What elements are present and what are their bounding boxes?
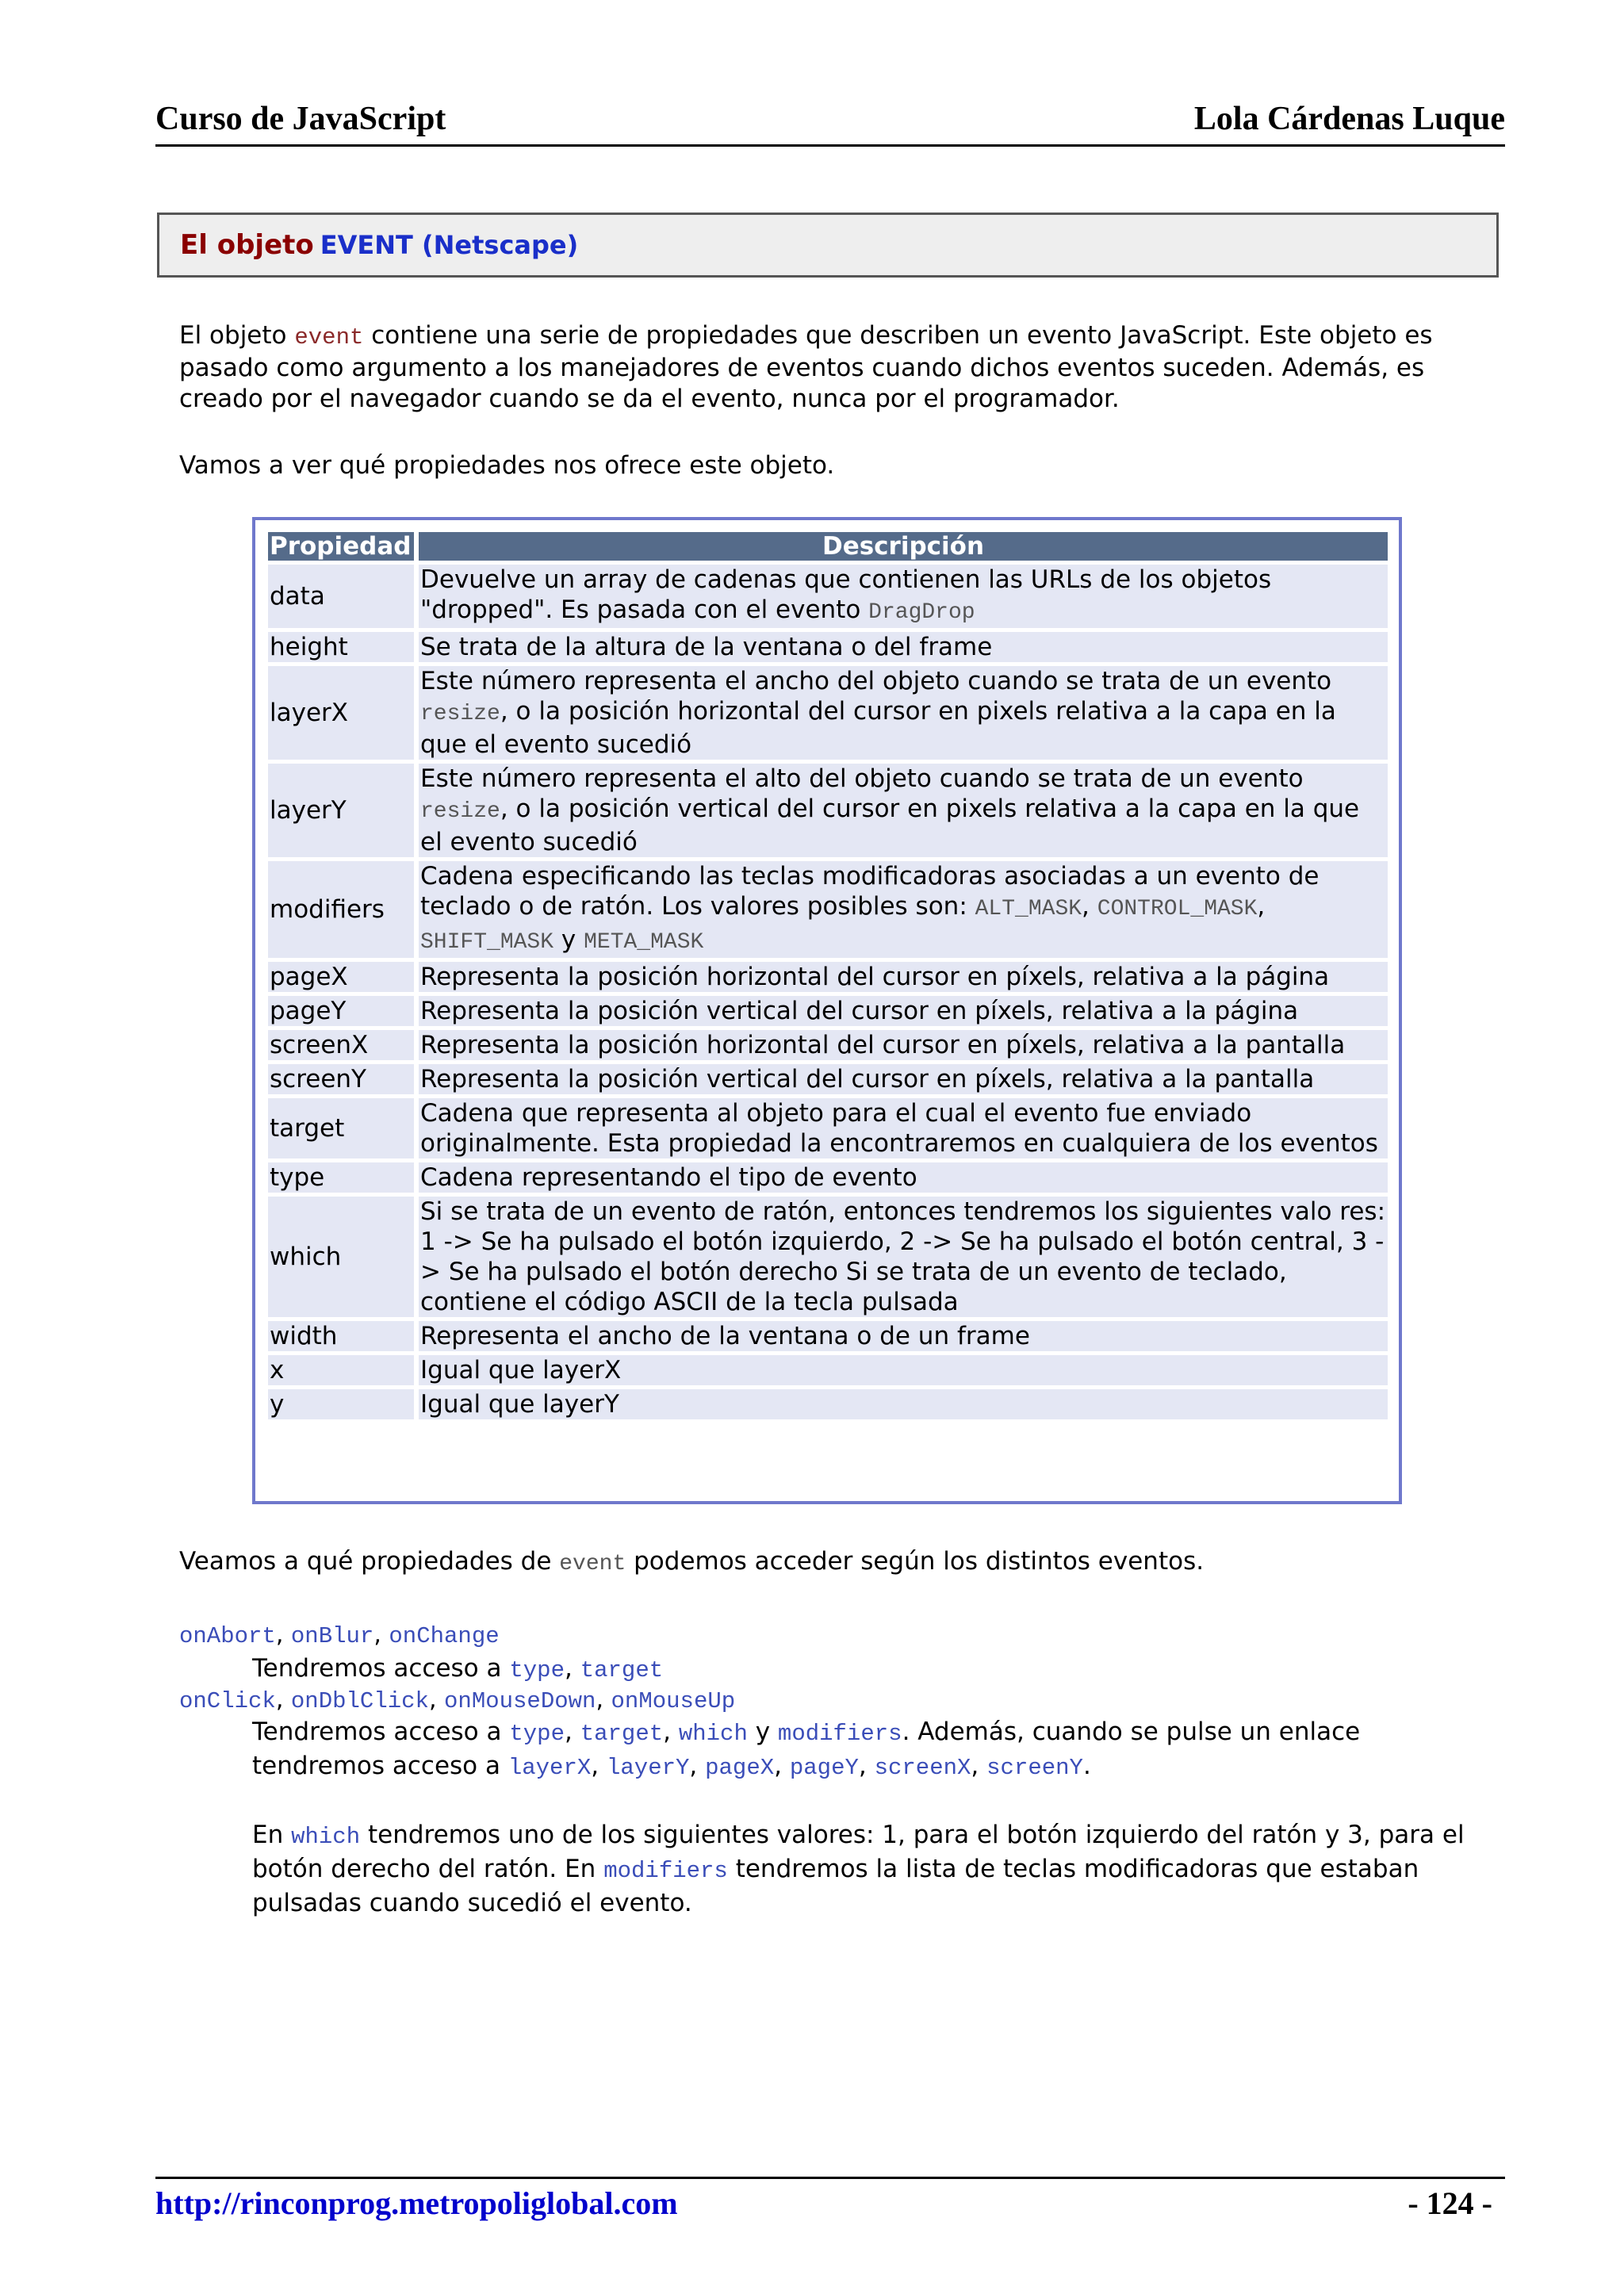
property-description-cell [419,1321,1388,1351]
section-title-main: El objeto [180,229,314,261]
properties-table [263,528,1392,1423]
event-desc-text: Tendremos acceso a [252,1718,510,1746]
property-code: target [580,1657,664,1683]
property-name-cell: x [268,1355,414,1385]
property-code: screenY [986,1755,1083,1781]
after-table-code-event: event [559,1552,626,1576]
property-code: which [678,1721,748,1747]
header-course-title: Curso de JavaScript [155,101,446,137]
table-row [268,861,1388,958]
description-code: DragDrop [868,600,975,625]
which-modifiers-paragraph [252,1819,1489,1919]
property-code: layerY [606,1755,690,1781]
property-description-cell [419,1098,1388,1158]
property-name-cell: width [268,1321,414,1351]
description-text: , o la posición vertical del cursor en pixels relativa a la capa en la que el evento sucedió [420,795,1360,856]
property-code: type [509,1657,565,1683]
property-name-cell: screenX [268,1030,414,1060]
after-table-text-b: podemos acceder según los distintos eventos. [626,1547,1205,1576]
property-description-cell [419,962,1388,992]
event-name: onDblClick [290,1688,429,1714]
property-name-cell: target [268,1098,414,1158]
after-table-paragraph [179,1546,1472,1580]
property-name-cell: layerY [268,764,414,857]
table-row [268,764,1388,857]
property-name-cell: screenY [268,1064,414,1094]
description-text: Representa la posición vertical del cursor en píxels, relativa a la pantalla [420,1065,1315,1093]
property-code: modifiers [777,1721,902,1747]
footer-link[interactable]: http://rinconprog.metropoliglobal.com [155,2185,678,2221]
table-header-row [268,532,1388,561]
event-desc-text: En [252,1821,292,1849]
description-code: CONTROL_MASK [1097,897,1258,921]
event-name: onAbort [179,1623,276,1649]
table-row [268,996,1388,1026]
description-text: Representa la posición horizontal del cursor en píxels, relativa a la página [420,963,1330,991]
property-description-cell [419,666,1388,760]
column-header-description: Descripción [419,532,1388,561]
property-code: pageY [789,1755,859,1781]
property-name-cell: height [268,632,414,662]
description-text: Cadena representando el tipo de evento [420,1163,917,1192]
event-desc-text: . Además, cuando se pulse un enlace tendremos acceso a [252,1718,1361,1780]
description-text: Representa la posición vertical del cursor en píxels, relativa a la página [420,997,1299,1025]
description-text: , [1257,892,1266,921]
event-group-2-names: onClick, onDblClick, onMouseDown, onMouseUp [179,1686,736,1714]
description-code: resize [420,799,500,824]
event-group-2-desc: Tendremos acceso a type, target, which y modifiers. Además, cuando se pulse un enlace tendremos acceso a layerX, layerY, pageX, pageY, screenX, screenY. [252,1718,1361,1781]
event-desc-text: Tendremos acceso a [252,1654,510,1683]
intro-paragraph [179,320,1472,415]
description-text: Cadena especificando las teclas modificadoras asociadas a un evento de teclado o de ratón. Los valores posibles son: [420,862,1320,921]
property-code: type [509,1721,565,1747]
table-row [268,1389,1388,1419]
description-text: Si se trata de un evento de ratón, entonces tendremos los siguientes valo res: 1 -> Se ha pulsado el botón izquierdo, 2 -> Se ha pulsado el botón central, 3 -> Se ha pulsado el botón derecho Si se trata de un evento de teclado, contiene el código ASCII de la tecla pulsada [420,1197,1386,1316]
table-row [268,1064,1388,1094]
property-name-cell: y [268,1389,414,1419]
description-text: Representa el ancho de la ventana o de un frame [420,1322,1030,1350]
property-description-cell [419,1197,1388,1317]
description-text: Devuelve un array de cadenas que contienen las URLs de los objetos "dropped". Es pasada con el evento [420,565,1272,624]
after-table-text-a: Veamos a qué propiedades de [179,1547,560,1576]
page-header [155,94,1505,147]
property-code: screenX [874,1755,971,1781]
event-desc-text: y [747,1718,778,1746]
table-body [268,565,1388,1419]
page-number: - 124 - [1408,2185,1492,2221]
description-text: Representa la posición horizontal del cursor en píxels, relativa a la pantalla [420,1031,1346,1059]
property-name-cell: pageY [268,996,414,1026]
description-text: Este número representa el ancho del objeto cuando se trata de un evento [420,667,1332,695]
description-text: Igual que layerY [420,1390,619,1419]
property-description-cell [419,565,1388,628]
header-author: Lola Cárdenas Luque [1193,101,1505,137]
intro-paragraph-2: Vamos a ver qué propiedades nos ofrece este objeto. [179,451,835,480]
property-code: target [580,1721,664,1747]
event-name: onMouseUp [611,1688,736,1714]
section-title-box [157,213,1499,278]
property-description-cell [419,861,1388,958]
property-name-cell: pageX [268,962,414,992]
table-row [268,1321,1388,1351]
table-row [268,1098,1388,1158]
intro-code-event: event [294,324,364,350]
table-row [268,1030,1388,1060]
property-name-cell: modifiers [268,861,414,958]
description-text: Igual que layerX [420,1356,622,1384]
table-row [268,962,1388,992]
event-name: onChange [389,1623,500,1649]
event-desc-text: . [1082,1752,1091,1780]
property-code: pageX [705,1755,775,1781]
description-text: Este número representa el alto del objeto cuando se trata de un evento [420,764,1304,793]
section-title-object: EVENT (Netscape) [320,230,579,260]
table-row [268,1355,1388,1385]
table-row [268,565,1388,628]
property-name-cell: type [268,1162,414,1193]
column-header-property: Propiedad [268,532,414,561]
description-code: ALT_MASK [975,897,1082,921]
property-description-cell [419,1064,1388,1094]
property-code: modifiers [603,1858,728,1884]
event-group-1-names: onAbort, onBlur, onChange [179,1621,500,1649]
description-text: Cadena que representa al objeto para el cual el evento fue enviado originalmente. Esta propiedad la encontraremos en cualquiera de los eventos [420,1099,1378,1158]
description-code: resize [420,702,500,726]
description-text: y [553,925,584,954]
property-code: layerX [508,1755,592,1781]
description-text: , [1082,892,1097,921]
page-footer [155,2177,1505,2227]
property-description-cell [419,1355,1388,1385]
property-name-cell: layerX [268,666,414,760]
description-code: SHIFT_MASK [420,930,554,955]
intro-text-a: El objeto [179,321,295,350]
event-name: onClick [179,1688,276,1714]
property-name-cell: which [268,1197,414,1317]
property-description-cell [419,996,1388,1026]
property-name-cell: data [268,565,414,628]
event-name: onBlur [290,1623,374,1649]
property-description-cell [419,764,1388,857]
description-code: META_MASK [584,930,704,955]
table-row [268,666,1388,760]
table-row [268,1197,1388,1317]
property-description-cell [419,632,1388,662]
property-description-cell [419,1030,1388,1060]
event-desc-text: tendremos la lista de teclas modificadoras que estaban pulsadas cuando sucedió el evento. [252,1855,1419,1917]
intro-text-b: contiene una serie de propiedades que describen un evento JavaScript. Este objeto es pasado como argumento a los manejadores de eventos cuando dichos eventos suceden. Además, es creado por el navegador cuando se da el evento, nunca por el programador. [179,321,1433,413]
property-description-cell [419,1389,1388,1419]
description-text: , o la posición horizontal del cursor en pixels relativa a la capa en la que el evento sucedió [420,697,1336,759]
table-row [268,1162,1388,1193]
description-text: Se trata de la altura de la ventana o del frame [420,633,993,661]
event-name: onMouseDown [444,1688,596,1714]
event-desc-text: tendremos uno de los siguientes valores: 1, para el botón izquierdo del ratón y 3, para el botón derecho del ratón. En [252,1821,1465,1883]
table-row [268,632,1388,662]
property-code: which [291,1824,361,1850]
event-group-1-desc: Tendremos acceso a type, target [252,1654,664,1683]
properties-table-frame [252,517,1402,1504]
property-description-cell [419,1162,1388,1193]
